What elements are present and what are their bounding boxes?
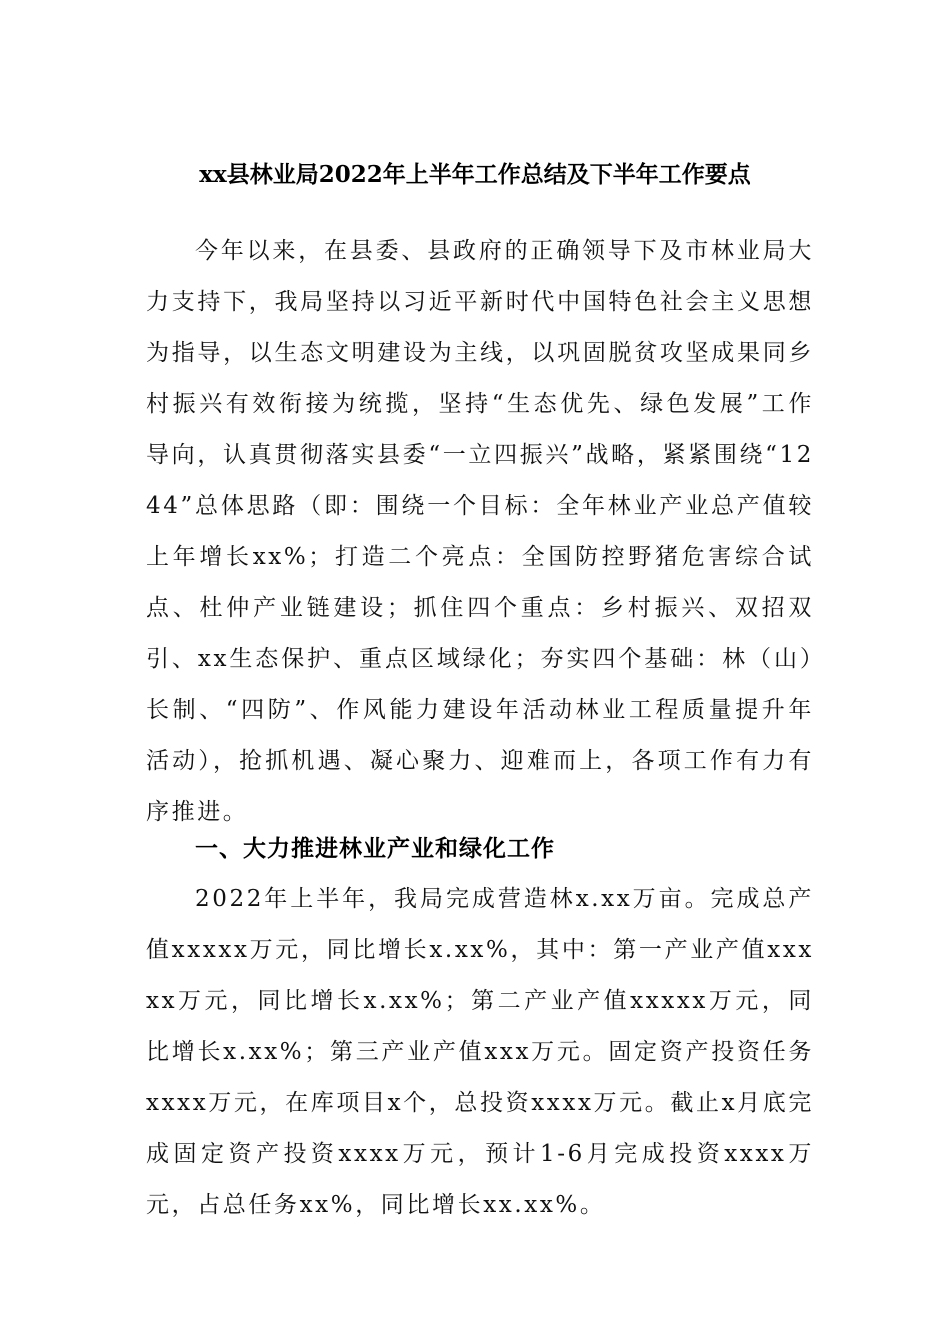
section-heading-1: 一、大力推进林业产业和绿化工作 [195,836,555,862]
document-title: xx县林业局2022年上半年工作总结及下半年工作要点 [199,161,751,188]
section-paragraph-1: 2022年上半年，我局完成营造林x.xx万亩。完成总产值xxxxx万元，同比增长x.xx%，其中：第一产业产值xxxxx万元，同比增长x.xx%；第二产业产值xxxxx万元，同比增长x.xx%；第三产业产值xxx万元。固定资产投资任务xxxx万元，在库项目x个，总投资xxxx万元。截止x月底完成固定资产投资xxxx万元，预计1-6月完成投资xxxx万元，占总任务xx%，同比增长xx.xx%。 [146,886,814,1218]
intro-paragraph: 今年以来，在县委、县政府的正确领导下及市林业局大力支持下，我局坚持以习近平新时代中国特色社会主义思想为指导，以生态文明建设为主线，以巩固脱贫攻坚成果同乡村振兴有效衔接为统揽，坚持“生态优先、绿色发展”工作导向，认真贯彻落实县委“一立四振兴”战略，紧紧围绕“1244”总体思路（即：围绕一个目标：全年林业产业总产值较上年增长xx%；打造二个亮点：全国防控野猪危害综合试点、杜仲产业链建设；抓住四个重点：乡村振兴、双招双引、xx生态保护、重点区域绿化；夯实四个基础：林（山）长制、“四防”、作风能力建设年活动林业工程质量提升年活动），抢抓机遇、凝心聚力、迎难而上，各项工作有力有序推进。 [146,238,814,825]
